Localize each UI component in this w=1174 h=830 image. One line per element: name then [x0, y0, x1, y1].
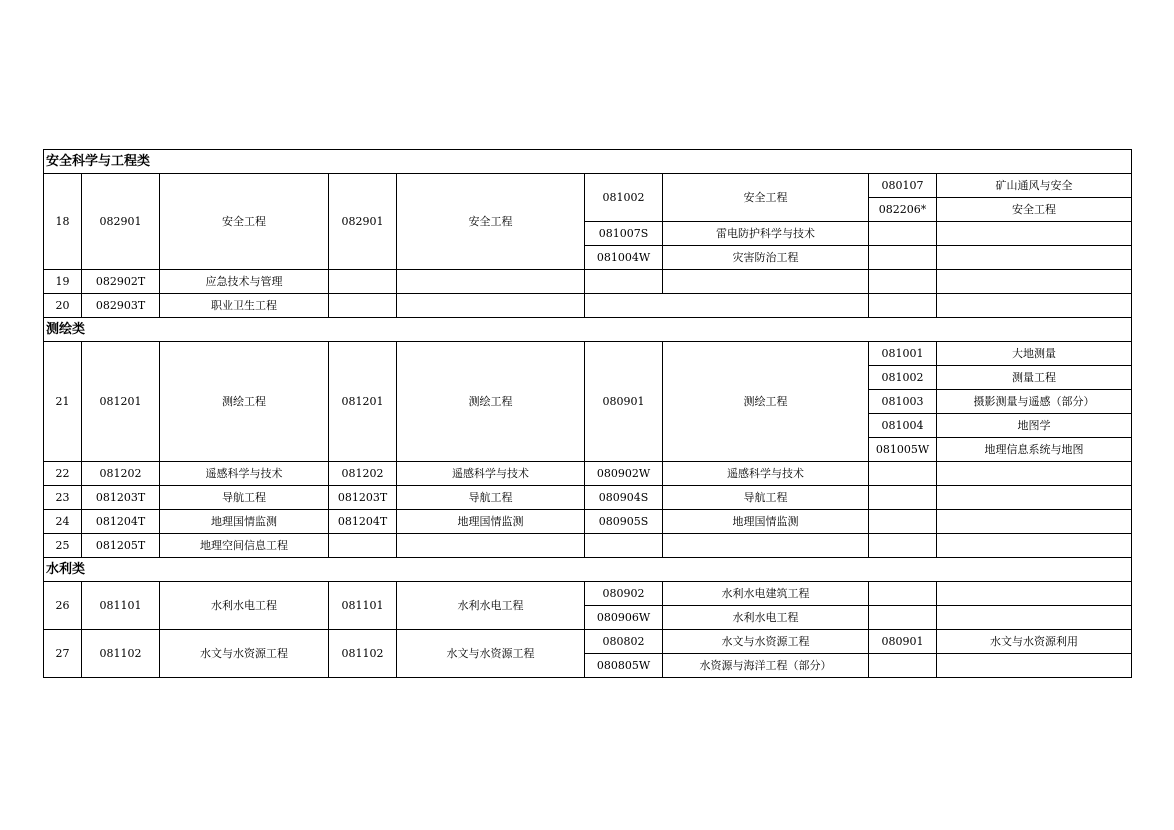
major-code-1998: 080905S [585, 510, 663, 534]
table-row [44, 534, 1132, 558]
row-number: 19 [44, 270, 82, 294]
major-name-1998 [663, 534, 869, 558]
major-code-old [869, 462, 937, 486]
major-name-old [937, 654, 1132, 678]
major-name-old: 矿山通风与安全 [937, 174, 1132, 198]
major-catalog-table [43, 149, 1132, 678]
major-code-old [869, 222, 937, 246]
section-title: 水利类 [44, 558, 1132, 582]
major-name: 应急技术与管理 [160, 270, 329, 294]
major-code: 081101 [82, 582, 160, 630]
major-code-old [869, 246, 937, 270]
major-code-1998: 081007S [585, 222, 663, 246]
major-name-old [937, 486, 1132, 510]
major-code-old [869, 510, 937, 534]
major-name-2012 [397, 270, 585, 294]
major-name-1998: 遥感科学与技术 [663, 462, 869, 486]
table-row [44, 294, 1132, 318]
major-name: 水利水电工程 [160, 582, 329, 630]
major-code-2012: 081202 [329, 462, 397, 486]
section-title: 测绘类 [44, 318, 1132, 342]
table-row [44, 462, 1132, 486]
major-name-old [937, 270, 1132, 294]
major-code-2012 [329, 534, 397, 558]
major-code-1998: 080805W [585, 654, 663, 678]
major-name-2012: 地理国情监测 [397, 510, 585, 534]
major-name: 地理国情监测 [160, 510, 329, 534]
major-name-2012: 导航工程 [397, 486, 585, 510]
table-row [44, 486, 1132, 510]
major-code-2012: 081203T [329, 486, 397, 510]
major-code-1998: 080802 [585, 630, 663, 654]
major-code-2012: 081204T [329, 510, 397, 534]
major-name: 职业卫生工程 [160, 294, 329, 318]
row-number: 27 [44, 630, 82, 678]
major-name-old: 安全工程 [937, 198, 1132, 222]
row-number: 23 [44, 486, 82, 510]
major-name-2012: 遥感科学与技术 [397, 462, 585, 486]
major-name-1998: 水利水电工程 [663, 606, 869, 630]
major-code-2012: 081201 [329, 342, 397, 462]
major-code-1998: 080904S [585, 486, 663, 510]
major-name-1998: 导航工程 [663, 486, 869, 510]
major-code-1998: 080906W [585, 606, 663, 630]
table-row [44, 582, 1132, 606]
major-name: 导航工程 [160, 486, 329, 510]
row-number: 24 [44, 510, 82, 534]
major-name-old [937, 510, 1132, 534]
major-code: 081205T [82, 534, 160, 558]
major-code-old: 081001 [869, 342, 937, 366]
row-number: 18 [44, 174, 82, 270]
major-code: 082902T [82, 270, 160, 294]
major-name-old [937, 606, 1132, 630]
table-row [44, 510, 1132, 534]
major-code-2012: 082901 [329, 174, 397, 270]
major-code: 081102 [82, 630, 160, 678]
major-code: 081202 [82, 462, 160, 486]
major-code: 082901 [82, 174, 160, 270]
major-code-old [869, 294, 937, 318]
major-code-old: 081004 [869, 414, 937, 438]
major-name-2012 [397, 534, 585, 558]
major-name-2012: 水利水电工程 [397, 582, 585, 630]
major-name: 测绘工程 [160, 342, 329, 462]
section-header-row [44, 150, 1132, 174]
row-number: 21 [44, 342, 82, 462]
major-code-old [869, 534, 937, 558]
major-code-2012: 081101 [329, 582, 397, 630]
row-number: 26 [44, 582, 82, 630]
major-name-2012: 测绘工程 [397, 342, 585, 462]
section-title: 安全科学与工程类 [44, 150, 1132, 174]
major-code-2012: 081102 [329, 630, 397, 678]
major-name-old: 水文与水资源利用 [937, 630, 1132, 654]
major-code-1998 [585, 534, 663, 558]
major-code-old: 082206* [869, 198, 937, 222]
major-name-old: 测量工程 [937, 366, 1132, 390]
major-code-1998: 081004W [585, 246, 663, 270]
section-header-row [44, 558, 1132, 582]
major-name-1998: 测绘工程 [663, 342, 869, 462]
major-code: 081203T [82, 486, 160, 510]
table-row [44, 270, 1132, 294]
major-code: 081204T [82, 510, 160, 534]
major-name-old [937, 294, 1132, 318]
major-name-1998: 水利水电建筑工程 [663, 582, 869, 606]
row-number: 22 [44, 462, 82, 486]
major-name-2012: 水文与水资源工程 [397, 630, 585, 678]
major-name: 水文与水资源工程 [160, 630, 329, 678]
major-name-1998: 水资源与海洋工程（部分） [663, 654, 869, 678]
major-name-1998: 灾害防治工程 [663, 246, 869, 270]
table-row [44, 630, 1132, 654]
major-name-old: 大地测量 [937, 342, 1132, 366]
major-code-1998: 081002 [585, 174, 663, 222]
major-code-1998: 080901 [585, 342, 663, 462]
major-code-old: 081002 [869, 366, 937, 390]
major-name: 安全工程 [160, 174, 329, 270]
major-name-old [937, 534, 1132, 558]
major-name-1998: 水文与水资源工程 [663, 630, 869, 654]
table-row [44, 174, 1132, 198]
major-name-1998: 地理国情监测 [663, 510, 869, 534]
major-name-old: 地理信息系统与地图 [937, 438, 1132, 462]
major-code-old: 081005W [869, 438, 937, 462]
major-code-old [869, 486, 937, 510]
major-code-old: 081003 [869, 390, 937, 414]
table-row [44, 342, 1132, 366]
major-name-1998 [663, 270, 869, 294]
major-name-old: 摄影测量与遥感（部分） [937, 390, 1132, 414]
major-1998-merged [585, 294, 869, 318]
major-code-old [869, 654, 937, 678]
major-code-1998: 080902W [585, 462, 663, 486]
major-code-old: 080107 [869, 174, 937, 198]
row-number: 20 [44, 294, 82, 318]
major-name: 遥感科学与技术 [160, 462, 329, 486]
major-code-old: 080901 [869, 630, 937, 654]
major-code-old [869, 270, 937, 294]
major-name-old [937, 582, 1132, 606]
major-name-1998: 雷电防护科学与技术 [663, 222, 869, 246]
section-header-row [44, 318, 1132, 342]
major-code-1998: 080902 [585, 582, 663, 606]
major-name-old: 地图学 [937, 414, 1132, 438]
major-name-old [937, 222, 1132, 246]
major-code-old [869, 582, 937, 606]
major-code-old [869, 606, 937, 630]
major-code: 081201 [82, 342, 160, 462]
major-code-2012 [329, 294, 397, 318]
major-name-2012: 安全工程 [397, 174, 585, 270]
major-code-1998 [585, 270, 663, 294]
major-code-2012 [329, 270, 397, 294]
major-name-1998: 安全工程 [663, 174, 869, 222]
major-name-old [937, 246, 1132, 270]
major-name: 地理空间信息工程 [160, 534, 329, 558]
major-name-old [937, 462, 1132, 486]
row-number: 25 [44, 534, 82, 558]
major-name-2012 [397, 294, 585, 318]
major-code: 082903T [82, 294, 160, 318]
